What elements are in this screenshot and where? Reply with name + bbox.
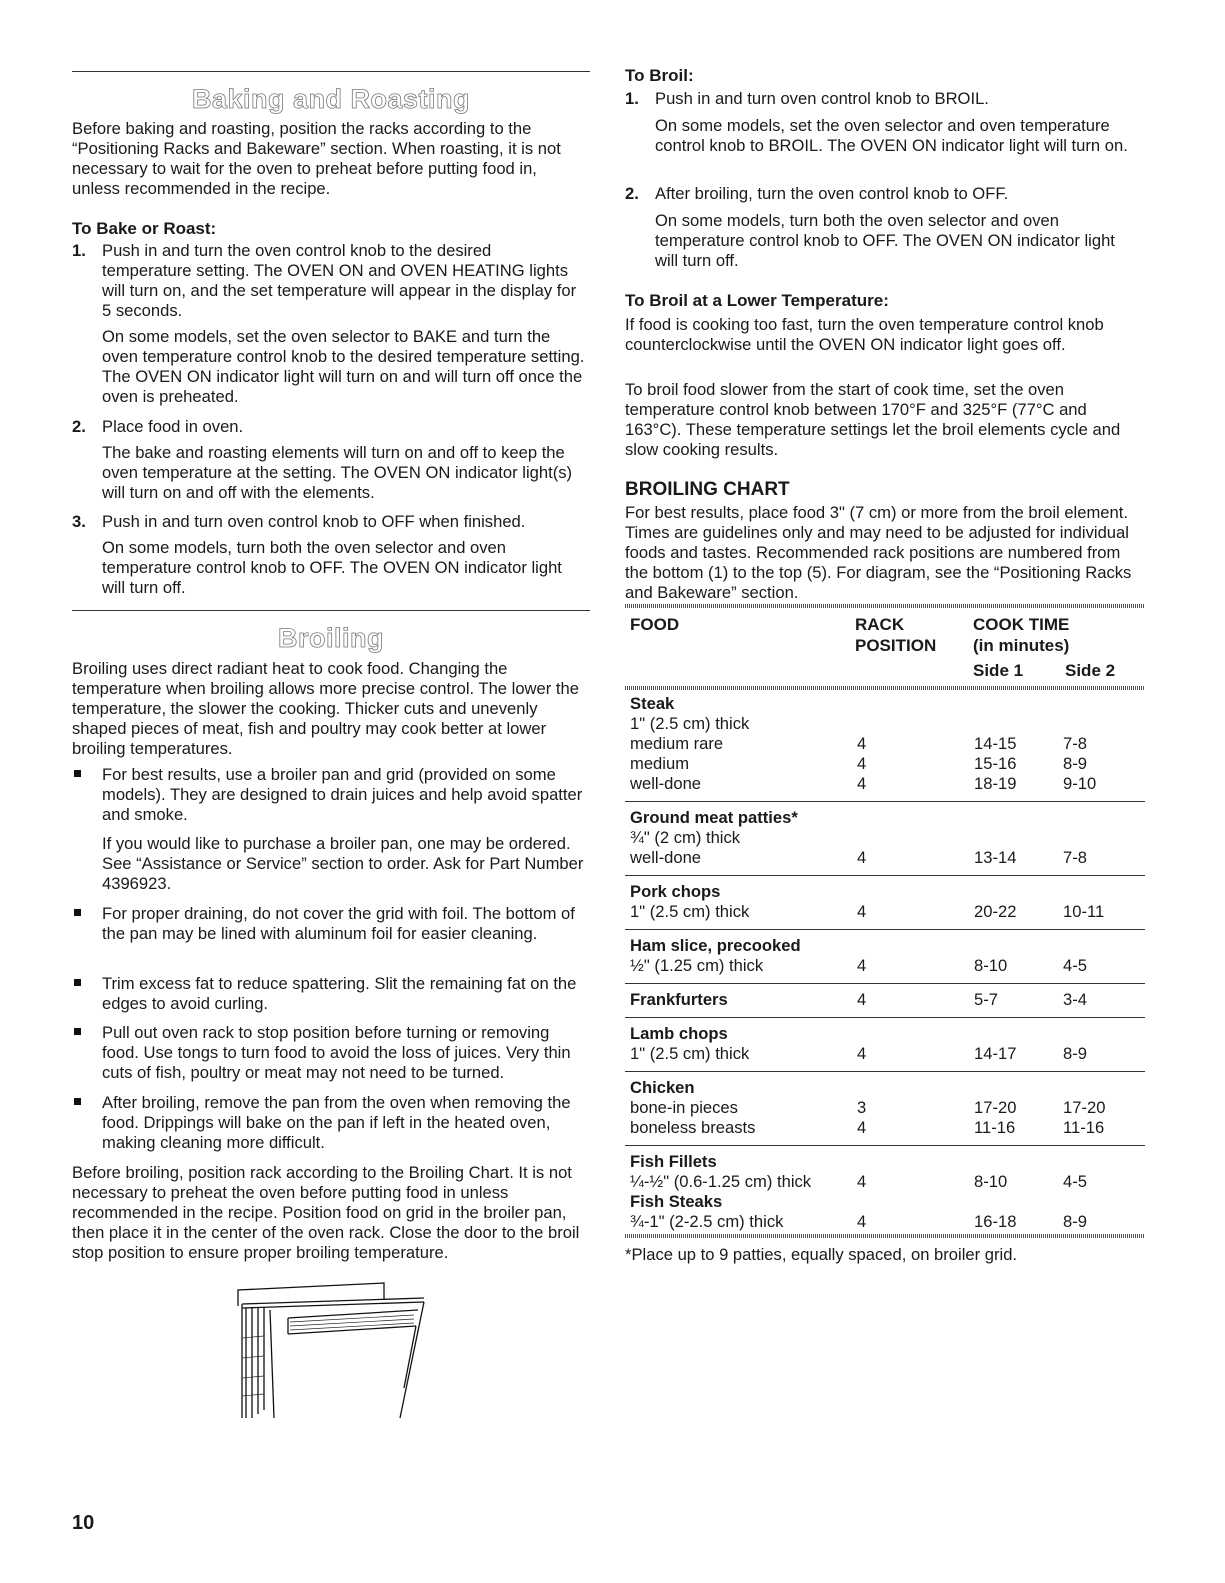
bake-step-1-note: On some models, set the oven selector to BAKE and turn the oven temperature control knob to the desired temperature setting. The OVEN ON indicator light will turn on and will turn off once the oven is preheated. [102, 327, 585, 406]
chart-cell-food: well-done [630, 848, 702, 867]
chart-cell-side1: 8-10 [974, 1172, 1008, 1191]
broil-step-1: Push in and turn oven control knob to BROIL. [655, 89, 989, 108]
col-header-rack: RACK [855, 615, 905, 634]
chart-food-group-name: Fish Fillets [630, 1152, 717, 1171]
step-number: 1. [72, 241, 86, 260]
chart-top-rule [625, 604, 1145, 608]
chart-cell-food: ½" (1.25 cm) thick [630, 956, 764, 975]
bullet-icon [74, 979, 81, 986]
chart-row-divider [625, 1017, 1145, 1018]
step-number: 1. [625, 89, 639, 108]
lower-temp-p1: If food is cooking too fast, turn the oven temperature control knob counterclockwise until the OVEN ON indicator light goes off. [625, 315, 1104, 354]
step-number: 2. [72, 417, 86, 436]
chart-row-divider [625, 875, 1145, 876]
step-number: 2. [625, 184, 639, 203]
chart-cell-side2: 4-5 [1063, 956, 1087, 975]
chart-title: BROILING CHART [625, 479, 790, 500]
broiling-section-title: Broiling [278, 623, 384, 653]
chart-cell-side2: 10-11 [1063, 902, 1105, 921]
chart-cell-side2: 7-8 [1063, 848, 1087, 867]
chart-cell-side2: 9-10 [1063, 774, 1097, 793]
chart-food-group-name: Chicken [630, 1078, 695, 1097]
chart-cell-side1: 20-22 [974, 902, 1017, 921]
broil-bullet-1-note: If you would like to purchase a broiler pan, one may be ordered. See “Assistance or Service” section to order. Ask for Part Number 4396923. [102, 834, 584, 893]
chart-cell-rack: 4 [857, 902, 867, 921]
chart-food-group-name: Frankfurters [630, 990, 728, 1009]
col-header-cook-time: COOK TIME [973, 615, 1070, 634]
chart-cell-side2: 8-9 [1063, 754, 1087, 773]
lower-temp-p2: To broil food slower from the start of cook time, set the oven temperature control knob between 170°F and 325°F (77°C and 163°C). These temperature settings let the broil elements cycle and slow cooking results. [625, 380, 1121, 459]
bake-step-1: Push in and turn the oven control knob to the desired temperature setting. The OVEN ON and OVEN HEATING lights will turn on, and the set temperature will appear in the display for 5 seconds. [102, 241, 577, 320]
chart-food-group-name: Steak [630, 694, 675, 713]
chart-cell-side2: 4-5 [1063, 1172, 1087, 1191]
section-rule [72, 610, 590, 611]
lower-temp-subhead: To Broil at a Lower Temperature: [625, 291, 889, 310]
chart-cell-side1: 17-20 [974, 1098, 1017, 1117]
chart-food-group-name: Lamb chops [630, 1024, 728, 1043]
broiling-intro: Broiling uses direct radiant heat to cook food. Changing the temperature when broiling allows more precise control. The lower the temperature, the slower the cooking. Thicker cuts and unevenly shaped pieces of meat, fish and poultry may cook better at lower broiling temperatures. [72, 659, 579, 758]
chart-cell-food: ¾-1" (2-2.5 cm) thick [630, 1212, 784, 1231]
chart-food-group-name: Ground meat patties* [630, 808, 798, 827]
chart-row-divider [625, 983, 1145, 984]
chart-row-divider [625, 1071, 1145, 1072]
chart-cell-side2: 11-16 [1063, 1118, 1105, 1137]
broil-bullet-1: For best results, use a broiler pan and grid (provided on some models). They are designed to drain juices and help avoid spatter and smoke. [102, 765, 583, 824]
col-header-food: FOOD [630, 615, 680, 634]
col-header-in-minutes: (in minutes) [973, 636, 1070, 655]
chart-food-group-name: Pork chops [630, 882, 721, 901]
broil-bullet-2: For proper draining, do not cover the grid with foil. The bottom of the pan may be lined with aluminum foil for easier cleaning. [102, 904, 575, 943]
chart-cell-food: 1" (2.5 cm) thick [630, 1044, 750, 1063]
broil-step-1-note: On some models, set the oven selector and oven temperature control knob to BROIL. The OVEN ON indicator light will turn on. [655, 116, 1128, 155]
chart-row-divider [625, 1145, 1145, 1146]
chart-cell-rack: 4 [857, 956, 867, 975]
chart-cell-side1: 14-17 [974, 1044, 1017, 1063]
bullet-icon [74, 909, 81, 916]
chart-cell-rack: 4 [857, 1044, 867, 1063]
chart-cell-side2: 7-8 [1063, 734, 1087, 753]
chart-cell-side1: 18-19 [974, 774, 1017, 793]
chart-cell-side1: 13-14 [974, 848, 1017, 867]
step-number: 3. [72, 512, 86, 531]
col-header-position: POSITION [855, 636, 937, 655]
chart-cell-rack: 4 [857, 1212, 867, 1231]
chart-cell-food: bone-in pieces [630, 1098, 738, 1117]
bake-step-3: Push in and turn oven control knob to OFF when finished. [102, 512, 526, 531]
baking-intro: Before baking and roasting, position the racks according to the “Positioning Racks and Bakeware” section. When roasting, it is not necessary to wait for the oven to preheat before putting food in, unless recommended in the recipe. [72, 119, 561, 198]
chart-cell-rack: 4 [857, 754, 867, 773]
broil-bullet-5: After broiling, remove the pan from the oven when removing the food. Drippings will bake on the pan if left in the heated oven, making cleaning more difficult. [102, 1093, 571, 1152]
chart-cell-rack: 4 [857, 734, 867, 753]
chart-cell-side2: 8-9 [1063, 1044, 1087, 1063]
bake-step-3-note: On some models, turn both the oven selector and oven temperature control knob to OFF. The OVEN ON indicator light will turn off. [102, 538, 562, 597]
chart-cell-side2: 8-9 [1063, 1212, 1087, 1231]
chart-footnote: *Place up to 9 patties, equally spaced, on broiler grid. [625, 1245, 1018, 1264]
chart-cell-rack: 4 [857, 1172, 867, 1191]
chart-cell-rack: 3 [857, 1098, 867, 1117]
chart-cell-side2: 17-20 [1063, 1098, 1106, 1117]
chart-cell-side1: 16-18 [974, 1212, 1017, 1231]
bake-roast-subhead: To Bake or Roast: [72, 219, 217, 238]
broil-bullet-4: Pull out oven rack to stop position before turning or removing food. Use tongs to turn food to avoid the loss of juices. Very thin cuts of fish, poultry or meat may not need to be turned. [102, 1023, 571, 1082]
chart-cell-food: boneless breasts [630, 1118, 756, 1137]
to-broil-subhead: To Broil: [625, 66, 694, 85]
bake-step-2: Place food in oven. [102, 417, 244, 436]
chart-cell-food: ¾" (2 cm) thick [630, 828, 741, 847]
chart-cell-rack: 4 [857, 774, 867, 793]
bullet-icon [74, 770, 81, 777]
chart-cell-side1: 14-15 [974, 734, 1017, 753]
bullet-icon [74, 1098, 81, 1105]
chart-cell-food: ¼-½" (0.6-1.25 cm) thick [630, 1172, 812, 1191]
chart-cell-side1: 8-10 [974, 956, 1008, 975]
baking-section-title: Baking and Roasting [191, 84, 471, 114]
chart-cell-food: medium rare [630, 734, 724, 753]
chart-cell-food: well-done [630, 774, 702, 793]
chart-cell-rack: 4 [857, 990, 867, 1009]
chart-header-rule [625, 686, 1145, 690]
chart-cell-food: 1" (2.5 cm) thick [630, 902, 750, 921]
chart-food-group-name: Fish Steaks [630, 1192, 723, 1211]
chart-cell-food: 1" (2.5 cm) thick [630, 714, 750, 733]
chart-food-group-name: Ham slice, precooked [630, 936, 801, 955]
chart-row-divider [625, 929, 1145, 930]
chart-cell-food: medium [630, 754, 690, 773]
chart-cell-side1: 11-16 [974, 1118, 1016, 1137]
section-rule [72, 71, 590, 72]
chart-row-divider [625, 801, 1145, 802]
chart-cell-rack: 4 [857, 1118, 867, 1137]
chart-cell-side1: 15-16 [974, 754, 1017, 773]
chart-intro: For best results, place food 3" (7 cm) or more from the broil element. Times are guidelines only and may need to be adjusted for individual foods and tastes. Recommended rack positions are numbered from the bottom (1) to the top (5). For diagram, see the “Positioning Racks and Bakeware” section. [625, 503, 1132, 602]
chart-cell-rack: 4 [857, 848, 867, 867]
chart-cell-side1: 5-7 [974, 990, 998, 1009]
broil-bullet-3: Trim excess fat to reduce spattering. Slit the remaining fat on the edges to avoid curling. [102, 974, 577, 1013]
col-header-side1: Side 1 [973, 661, 1024, 680]
page-number: 10 [72, 1512, 95, 1534]
bullet-icon [74, 1028, 81, 1035]
bake-step-2-note: The bake and roasting elements will turn on and off to keep the oven temperature at the setting. The OVEN ON indicator light(s) will turn on and off with the elements. [102, 443, 573, 502]
broiling-closing: Before broiling, position rack according to the Broiling Chart. It is not necessary to preheat the oven before putting food in unless recommended in the recipe. Position food on grid in the broiler pan, then place it in the center of the oven rack. Close the door to the broil stop position to ensure proper broiling temperature. [72, 1163, 580, 1262]
chart-cell-side2: 3-4 [1063, 990, 1087, 1009]
broil-step-2: After broiling, turn the oven control knob to OFF. [655, 184, 1009, 203]
col-header-side2: Side 2 [1065, 661, 1116, 680]
chart-bottom-rule [625, 1234, 1145, 1238]
oven-door-illustration [230, 1278, 430, 1423]
broil-step-2-note: On some models, turn both the oven selector and oven temperature control knob to OFF. The OVEN ON indicator light will turn off. [655, 211, 1115, 270]
